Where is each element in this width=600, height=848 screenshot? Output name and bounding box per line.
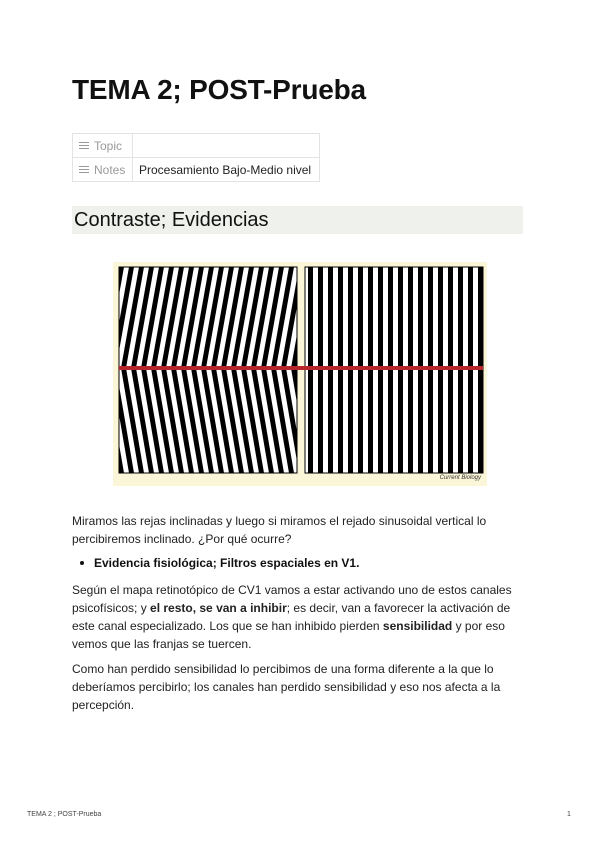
paragraph-intro: Miramos las rejas inclinadas y luego si miramos el rejado sinusoidal vertical lo percibiremos inclinado. ¿Por qué ocurre? xyxy=(72,514,487,546)
bullet-text: Evidencia fisiológica; Filtros espaciales en V1. xyxy=(94,556,360,570)
red-reference-line xyxy=(119,366,483,370)
property-row-notes xyxy=(73,158,320,182)
footer-doc-title: TEMA 2 ; POST-Prueba xyxy=(27,811,102,818)
grating-illusion-figure xyxy=(113,262,487,486)
text-run: y por eso vemos que las franjas se tuercen. xyxy=(72,619,505,651)
paragraph-conclusion: Como han perdido sensibilidad lo percibimos de una forma diferente a la que lo deberíamos percibirlo; los canales han perdido sensibilidad y eso nos afecta a la percepción. xyxy=(72,662,501,712)
properties-table xyxy=(72,133,320,182)
bold-run: el resto, se van a inhibir xyxy=(150,601,287,615)
grating-stripe xyxy=(113,368,114,473)
property-key: Topic xyxy=(94,138,123,153)
bullet-item xyxy=(80,554,359,572)
text-run: Según el mapa retinotópico de CV1 vamos a estar activando uno de estos canales psicofísicos; y xyxy=(72,583,512,615)
list-icon xyxy=(79,142,89,149)
property-value: Procesamiento Bajo-Medio nivel xyxy=(133,158,320,182)
property-row-topic xyxy=(73,134,320,158)
figure-credit: Current Biology xyxy=(439,475,481,481)
paragraph-explanation xyxy=(72,581,524,653)
property-key: Notes xyxy=(94,162,126,177)
bullet-dot xyxy=(80,561,84,565)
bold-run: sensibilidad xyxy=(382,619,453,633)
property-value xyxy=(133,134,320,158)
grating-stripe xyxy=(113,267,114,368)
section-heading: Contraste; Evidencias xyxy=(72,206,523,234)
text-run: ; es decir, van a favorecer la activación de este canal especializado. Los que se han inhibido pierden xyxy=(72,601,511,633)
text-lines-icon xyxy=(79,166,89,173)
page-title: TEMA 2; POST-Prueba xyxy=(72,74,366,105)
grating-illusion-image xyxy=(113,262,487,486)
footer-page-number: 1 xyxy=(567,811,571,818)
